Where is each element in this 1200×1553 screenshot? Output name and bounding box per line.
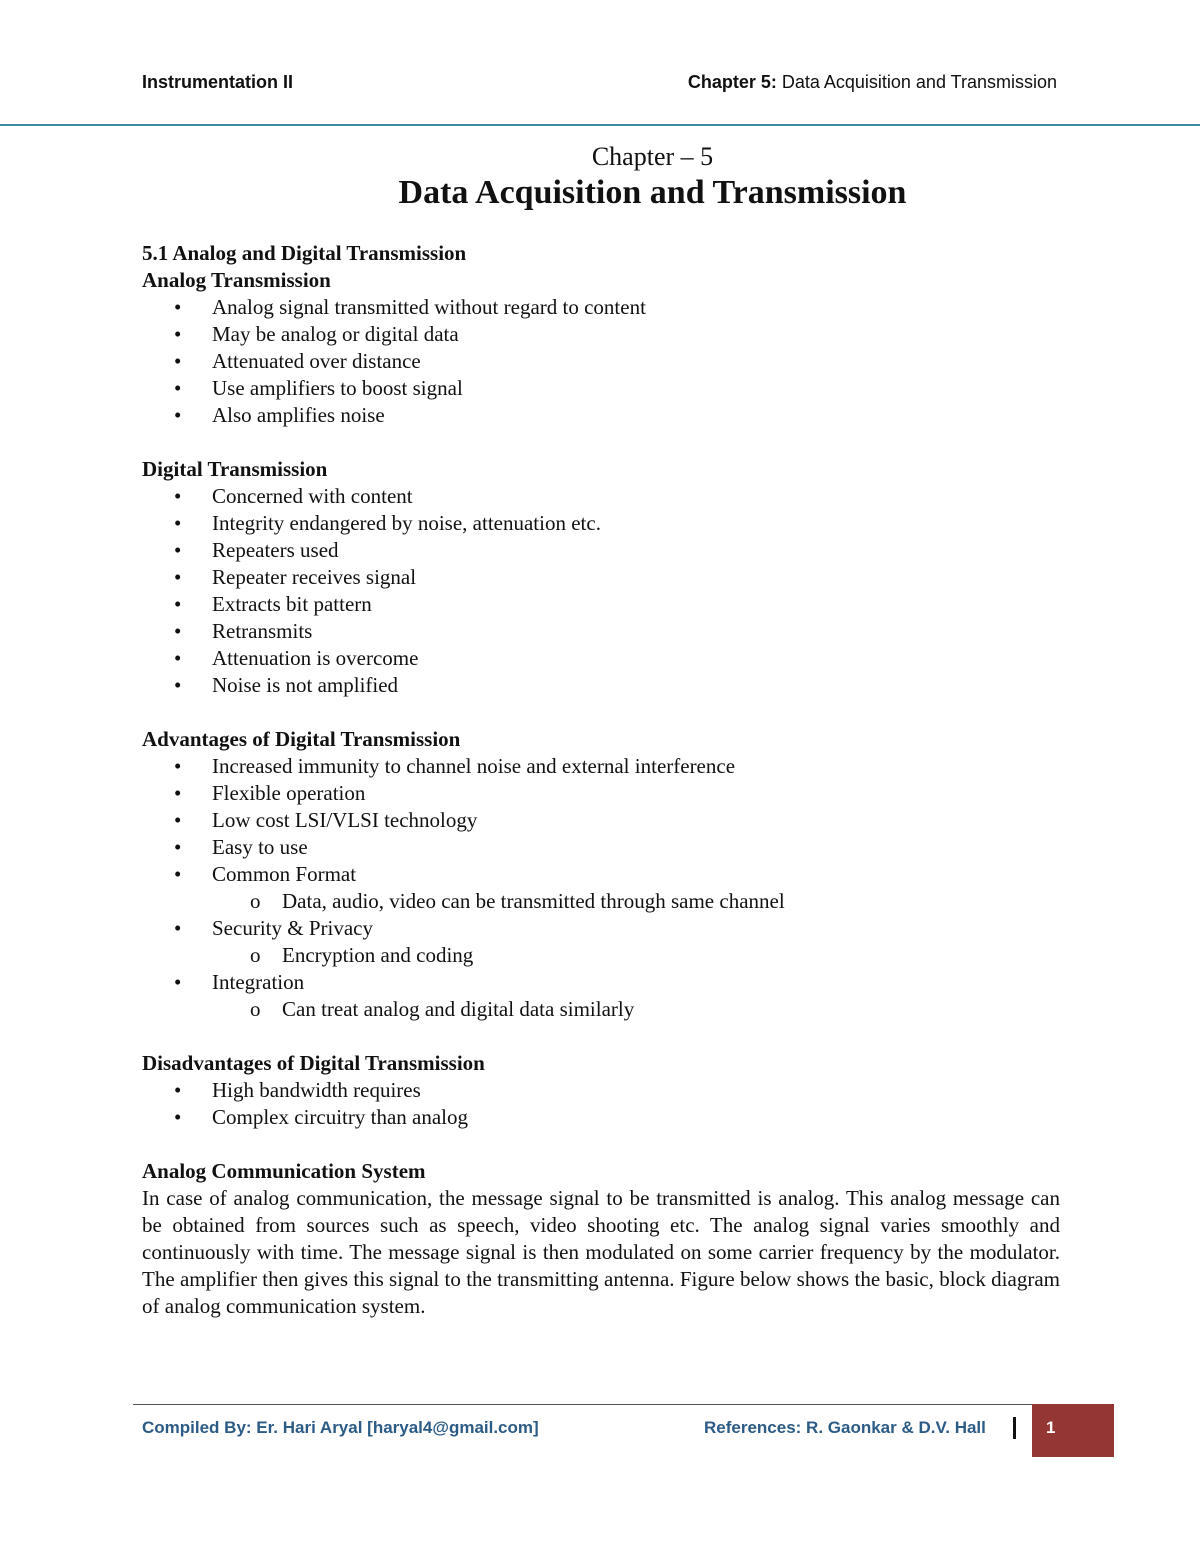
list-item: • Low cost LSI/VLSI technology: [174, 808, 478, 832]
bullet-icon: •: [174, 1078, 182, 1102]
bullet-icon: •: [174, 403, 182, 427]
bullet-icon: •: [174, 592, 182, 616]
list-item: • Increased immunity to channel noise and external interference: [174, 754, 736, 778]
page-number: 1: [1046, 1418, 1056, 1437]
analog-transmission-heading: Analog Transmission: [142, 268, 331, 292]
list-item: • Attenuation is overcome: [174, 646, 419, 670]
list-item: • Flexible operation: [174, 781, 366, 805]
sub-list-item: o Encryption and coding: [250, 943, 474, 967]
analog-transmission-list: [142, 294, 1060, 429]
advantages-heading: Advantages of Digital Transmission: [142, 727, 461, 751]
list-item: • Repeater receives signal: [174, 565, 417, 589]
analog-communication-heading: Analog Communication System: [142, 1159, 426, 1183]
chapter-title: Data Acquisition and Transmission: [398, 174, 907, 211]
advantages-list: [142, 753, 1060, 1023]
list-item: • Common Format: [174, 862, 357, 886]
bullet-icon: •: [174, 349, 182, 373]
sub-bullet-icon: o: [250, 889, 261, 913]
digital-transmission-heading: Digital Transmission: [142, 457, 328, 481]
bullet-icon: •: [174, 565, 182, 589]
list-item: • Also amplifies noise: [174, 403, 385, 427]
footer-references: References: R. Gaonkar & D.V. Hall: [704, 1418, 986, 1437]
sub-bullet-icon: o: [250, 943, 261, 967]
bullet-icon: •: [174, 673, 182, 697]
list-item: • Complex circuitry than analog: [174, 1105, 469, 1129]
section-heading-5-1: 5.1 Analog and Digital Transmission: [142, 241, 467, 265]
bullet-icon: •: [174, 646, 182, 670]
sub-bullet-icon: o: [250, 997, 261, 1021]
bullet-icon: •: [174, 322, 182, 346]
disadvantages-heading: Disadvantages of Digital Transmission: [142, 1051, 485, 1075]
list-item: • Repeaters used: [174, 538, 339, 562]
footer-compiled-by: Compiled By: Er. Hari Aryal [haryal4@gmail.com]: [142, 1418, 539, 1437]
header-divider: [0, 124, 1200, 126]
page-body: [142, 240, 1060, 1320]
bullet-icon: •: [174, 619, 182, 643]
bullet-icon: •: [174, 862, 182, 886]
analog-communication-paragraph: In case of analog communication, the message signal to be transmitted is analog. This analog message can be obtained from sources such as speech, video shooting etc. The analog signal varies smoothly and continuously with time. The message signal is then modulated on some carrier frequency by the modulator. The amplifier then gives this signal to the transmitting antenna. Figure below shows the basic, block diagram of analog communication system.: [142, 1186, 1060, 1318]
list-item: • May be analog or digital data: [174, 322, 459, 346]
bullet-icon: •: [174, 376, 182, 400]
list-item: • Noise is not amplified: [174, 673, 399, 697]
list-item: • High bandwidth requires: [174, 1078, 421, 1102]
page-number-badge: [1032, 1404, 1114, 1457]
list-item: • Analog signal transmitted without regard to content: [174, 295, 646, 319]
list-item: • Security & Privacy: [174, 916, 373, 940]
header-course-title: Instrumentation II: [142, 72, 294, 92]
bullet-icon: •: [174, 835, 182, 859]
list-item: • Integration: [174, 970, 305, 994]
list-item: • Retransmits: [174, 619, 313, 643]
bullet-icon: •: [174, 295, 182, 319]
list-item: • Integrity endangered by noise, attenuation etc.: [174, 511, 601, 535]
bullet-icon: •: [174, 916, 182, 940]
list-item: • Easy to use: [174, 835, 308, 859]
footer-separator: [1013, 1417, 1016, 1439]
bullet-icon: •: [174, 484, 182, 508]
bullet-icon: •: [174, 808, 182, 832]
list-item: • Attenuated over distance: [174, 349, 421, 373]
disadvantages-list: [142, 1077, 1060, 1131]
chapter-number: Chapter – 5: [591, 142, 714, 171]
bullet-icon: •: [174, 1105, 182, 1129]
list-item: • Extracts bit pattern: [174, 592, 372, 616]
header-chapter: [688, 72, 1057, 93]
bullet-icon: •: [174, 538, 182, 562]
bullet-icon: •: [174, 511, 182, 535]
digital-transmission-list: [142, 483, 1060, 699]
bullet-icon: •: [174, 754, 182, 778]
sub-list-item: o Can treat analog and digital data similarly: [250, 997, 635, 1021]
footer-divider: [133, 1404, 1112, 1405]
list-item: • Use amplifiers to boost signal: [174, 376, 463, 400]
sub-list-item: o Data, audio, video can be transmitted through same channel: [250, 889, 785, 913]
header-chapter-label: Chapter 5:: [687, 72, 777, 92]
list-item: • Concerned with content: [174, 484, 413, 508]
header-chapter-title: Data Acquisition and Transmission: [776, 72, 1057, 92]
bullet-icon: •: [174, 970, 182, 994]
bullet-icon: •: [174, 781, 182, 805]
